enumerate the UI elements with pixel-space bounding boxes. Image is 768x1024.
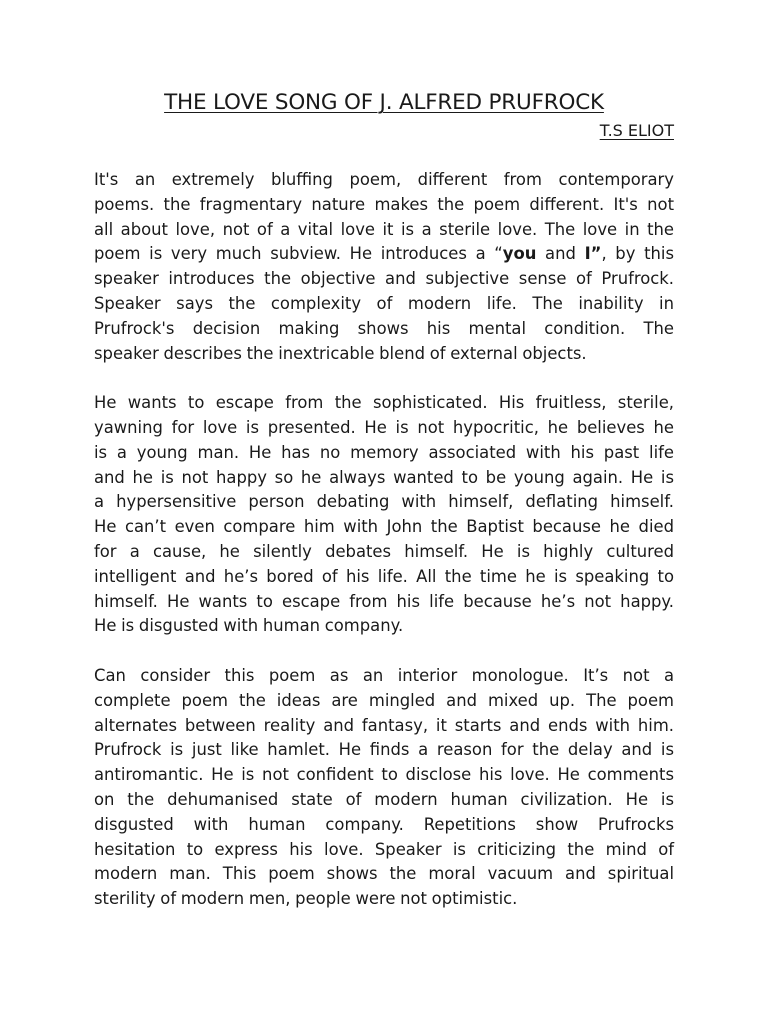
text-line: hesitation to express his love. Speaker is criticizing the mind of — [94, 839, 674, 859]
text-run: and — [536, 244, 585, 264]
text-line: a hypersensitive person debating with himself, deflating himself. — [94, 492, 674, 512]
text-line: yawning for love is presented. He is not hypocritic, he believes he — [94, 417, 674, 437]
text-line — [94, 242, 674, 267]
text-line: and he is not happy so he always wanted to be young again. He is — [94, 467, 674, 487]
text-line: all about love, not of a vital love it is a sterile love. The love in the — [94, 219, 674, 239]
text-line: for a cause, he silently debates himself. He is highly cultured — [94, 541, 674, 561]
paragraph-2 — [94, 391, 674, 639]
text-line: intelligent and he’s bored of his life. All the time he is speaking to — [94, 566, 674, 586]
text-line: modern man. This poem shows the moral vacuum and spiritual — [94, 864, 674, 884]
text-line: Prufrock's decision making shows his mental condition. The — [94, 318, 674, 338]
text-line: disgusted with human company. Repetitions show Prufrocks — [94, 814, 674, 834]
text-line: He can’t even compare him with John the Baptist because he died — [94, 517, 674, 537]
emphasis-you: you — [502, 244, 537, 264]
text-line: on the dehumanised state of modern human civilization. He is — [94, 789, 674, 809]
text-line: himself. He wants to escape from his life because he’s not happy. — [94, 591, 674, 611]
text-run: poem is very much subview. He introduces a “ — [94, 244, 503, 264]
text-line: alternates between reality and fantasy, it starts and ends with him. — [94, 715, 674, 735]
text-line: is a young man. He has no memory associated with his past life — [94, 442, 674, 462]
author-text: T.S ELIOT — [599, 121, 674, 140]
document-body — [94, 168, 674, 937]
text-line: speaker introduces the objective and subjective sense of Prufrock. — [94, 269, 674, 289]
text-line: poems. the fragmentary nature makes the poem different. It's not — [94, 194, 674, 214]
text-line: speaker describes the inextricable blend of external objects. — [94, 343, 587, 363]
text-line: Prufrock is just like hamlet. He finds a reason for the delay and is — [94, 740, 674, 760]
text-line: Speaker says the complexity of modern life. The inability in — [94, 293, 674, 313]
document-title — [0, 88, 768, 118]
text-line: Can consider this poem as an interior monologue. It’s not a — [94, 665, 674, 685]
text-line: It's an extremely bluffing poem, different from contemporary — [94, 170, 674, 189]
title-text: THE LOVE SONG OF J. ALFRED PRUFROCK — [164, 90, 604, 115]
text-line: complete poem the ideas are mingled and mixed up. The poem — [94, 690, 674, 710]
document-author — [600, 120, 674, 142]
text-line: sterility of modern men, people were not optimistic. — [94, 889, 518, 909]
paragraph-3 — [94, 664, 674, 912]
emphasis-i: I” — [584, 244, 602, 264]
text-line: antiromantic. He is not confident to disclose his love. He comments — [94, 765, 674, 785]
text-line: He wants to escape from the sophisticated. His fruitless, sterile, — [94, 393, 674, 413]
text-run: , by this — [601, 244, 674, 264]
paragraph-1 — [94, 168, 674, 366]
text-line: He is disgusted with human company. — [94, 616, 404, 636]
